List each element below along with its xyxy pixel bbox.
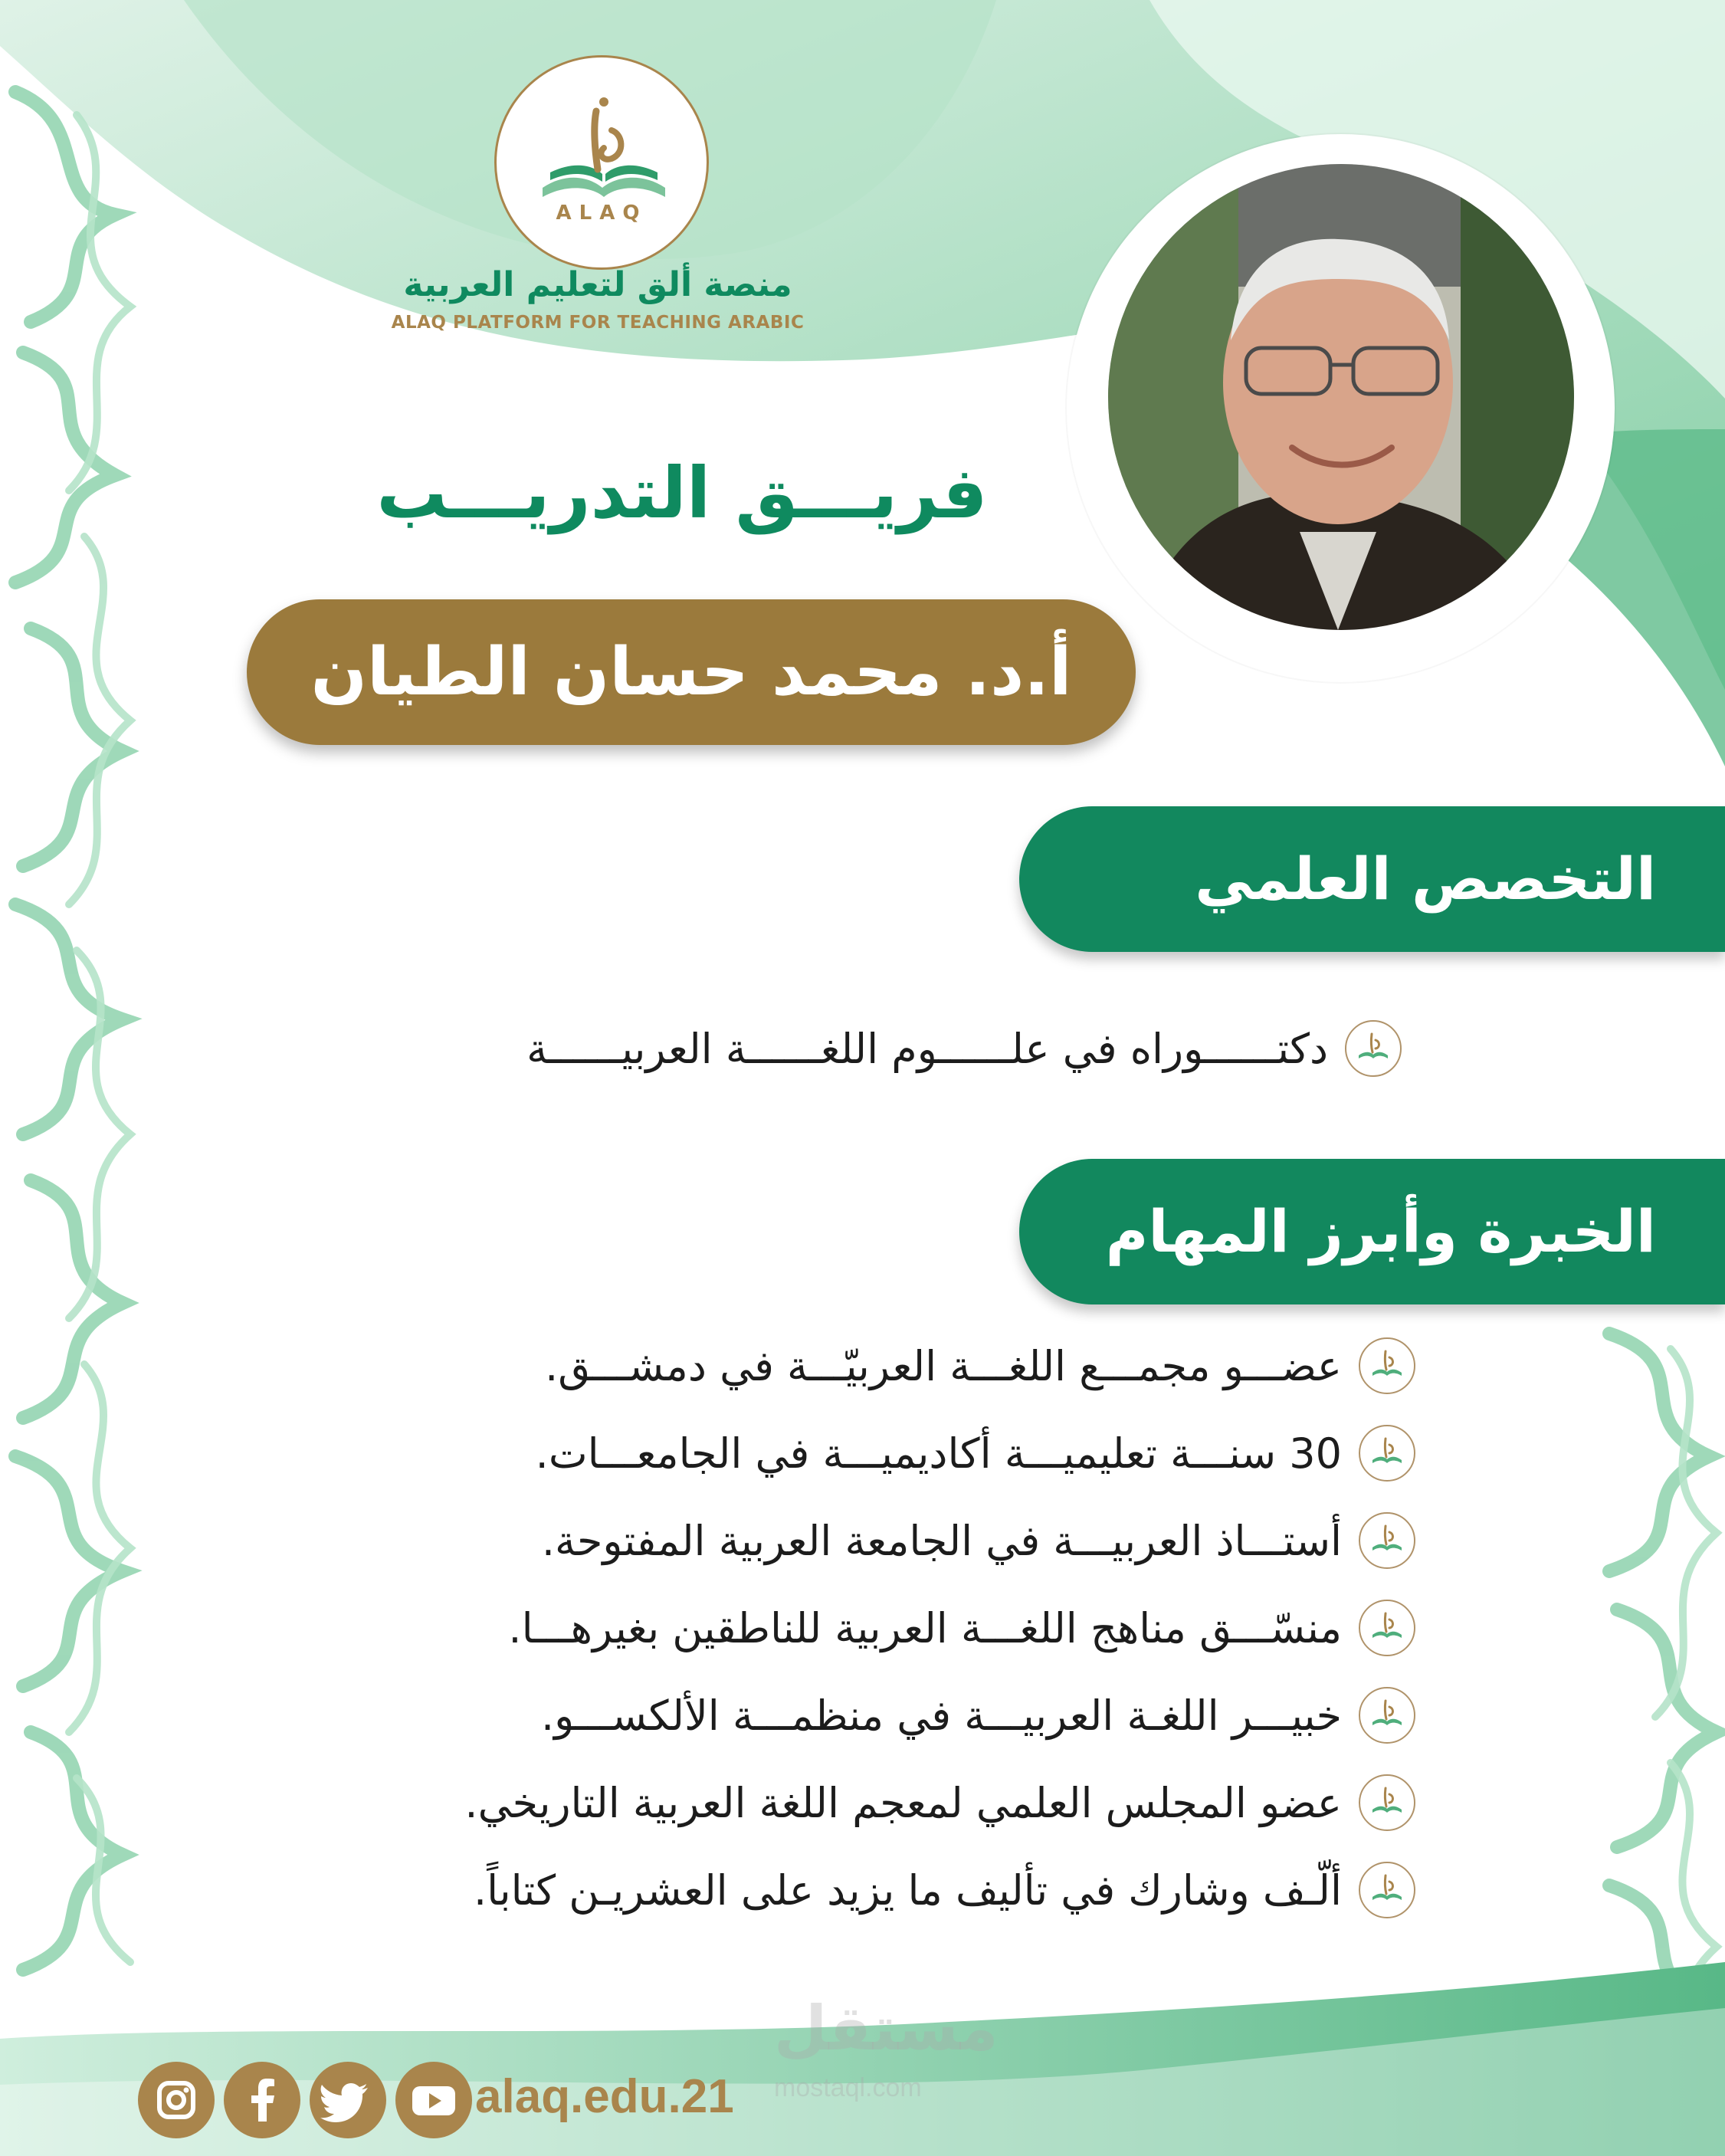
- list-item-text: أستـــاذ العربيـــة في الجامعة العربية المفتوحة.: [541, 1516, 1342, 1565]
- list-item-text: ألّـف وشارك في تأليف ما يزيد على العشريـن كتاباً.: [473, 1866, 1342, 1915]
- brand-name-english: ALAQ PLATFORM FOR TEACHING ARABIC: [391, 313, 805, 333]
- list-item-text: خبيـــر اللغـة العربيـــة في منظمـــة الألكســـو.: [541, 1691, 1342, 1740]
- experience-heading: الخبرة وأبرز المهام: [1105, 1197, 1656, 1265]
- brand-name-arabic: منصة ألق لتعليم العربية: [403, 265, 792, 304]
- list-item-text: منسّـــق مناهج اللغـــة العربية للناطقين بغيرهـــا.: [508, 1603, 1342, 1652]
- list-item: [542, 1510, 1415, 1571]
- instagram-icon[interactable]: [138, 2062, 215, 2138]
- logo-latin-text: ALAQ: [556, 202, 648, 225]
- watermark-arabic: مستقل: [774, 1993, 999, 2064]
- watermark-latin: mostaql.com: [774, 2073, 922, 2102]
- trainer-name-pill: [247, 599, 1136, 745]
- list-item: [545, 1335, 1415, 1396]
- list-item-text: عضو المجلس العلمي لمعجم اللغة العربية التاريخي.: [464, 1778, 1342, 1827]
- alaq-badge-icon: [1345, 1020, 1402, 1077]
- website-link[interactable]: alaq.edu.21: [475, 2070, 734, 2123]
- specialization-heading-tab: [1019, 806, 1725, 952]
- facebook-icon[interactable]: [224, 2062, 300, 2138]
- list-item: [536, 1423, 1415, 1484]
- alaq-badge-icon: [1359, 1687, 1415, 1744]
- twitter-icon[interactable]: [310, 2062, 386, 2138]
- list-item: [474, 1859, 1415, 1921]
- list-item: [508, 1597, 1415, 1659]
- alaq-badge-icon: [1359, 1337, 1415, 1394]
- alaq-badge-icon: [1359, 1512, 1415, 1569]
- list-item: [526, 1018, 1402, 1079]
- specialization-heading: التخصص العلمي: [1195, 845, 1656, 913]
- experience-heading-tab: [1019, 1159, 1725, 1304]
- page-title: فريـــق التدريـــب: [376, 452, 988, 534]
- list-item-text: دكتــــــوراه في علــــــوم اللغــــــة العربيــــــة: [526, 1024, 1328, 1073]
- alaq-badge-icon: [1359, 1425, 1415, 1482]
- alaq-badge-icon: [1359, 1862, 1415, 1918]
- alaq-badge-icon: [1359, 1600, 1415, 1656]
- alaq-logo: [494, 55, 709, 270]
- youtube-icon[interactable]: [395, 2062, 472, 2138]
- alaq-badge-icon: [1359, 1774, 1415, 1831]
- list-item: [464, 1772, 1415, 1833]
- open-book-icon: [497, 57, 711, 272]
- list-item: [541, 1685, 1415, 1746]
- trainer-photo: [1108, 164, 1574, 630]
- list-item-text: 30 سنـــة تعليميـــة أكاديميـــة في الجامعـــات.: [535, 1429, 1342, 1478]
- trainer-name: أ.د. محمد حسان الطيان: [310, 634, 1072, 710]
- list-item-text: عضـــو مجمـــع اللغـــة العربيّـــة في دمشـــق.: [545, 1341, 1342, 1390]
